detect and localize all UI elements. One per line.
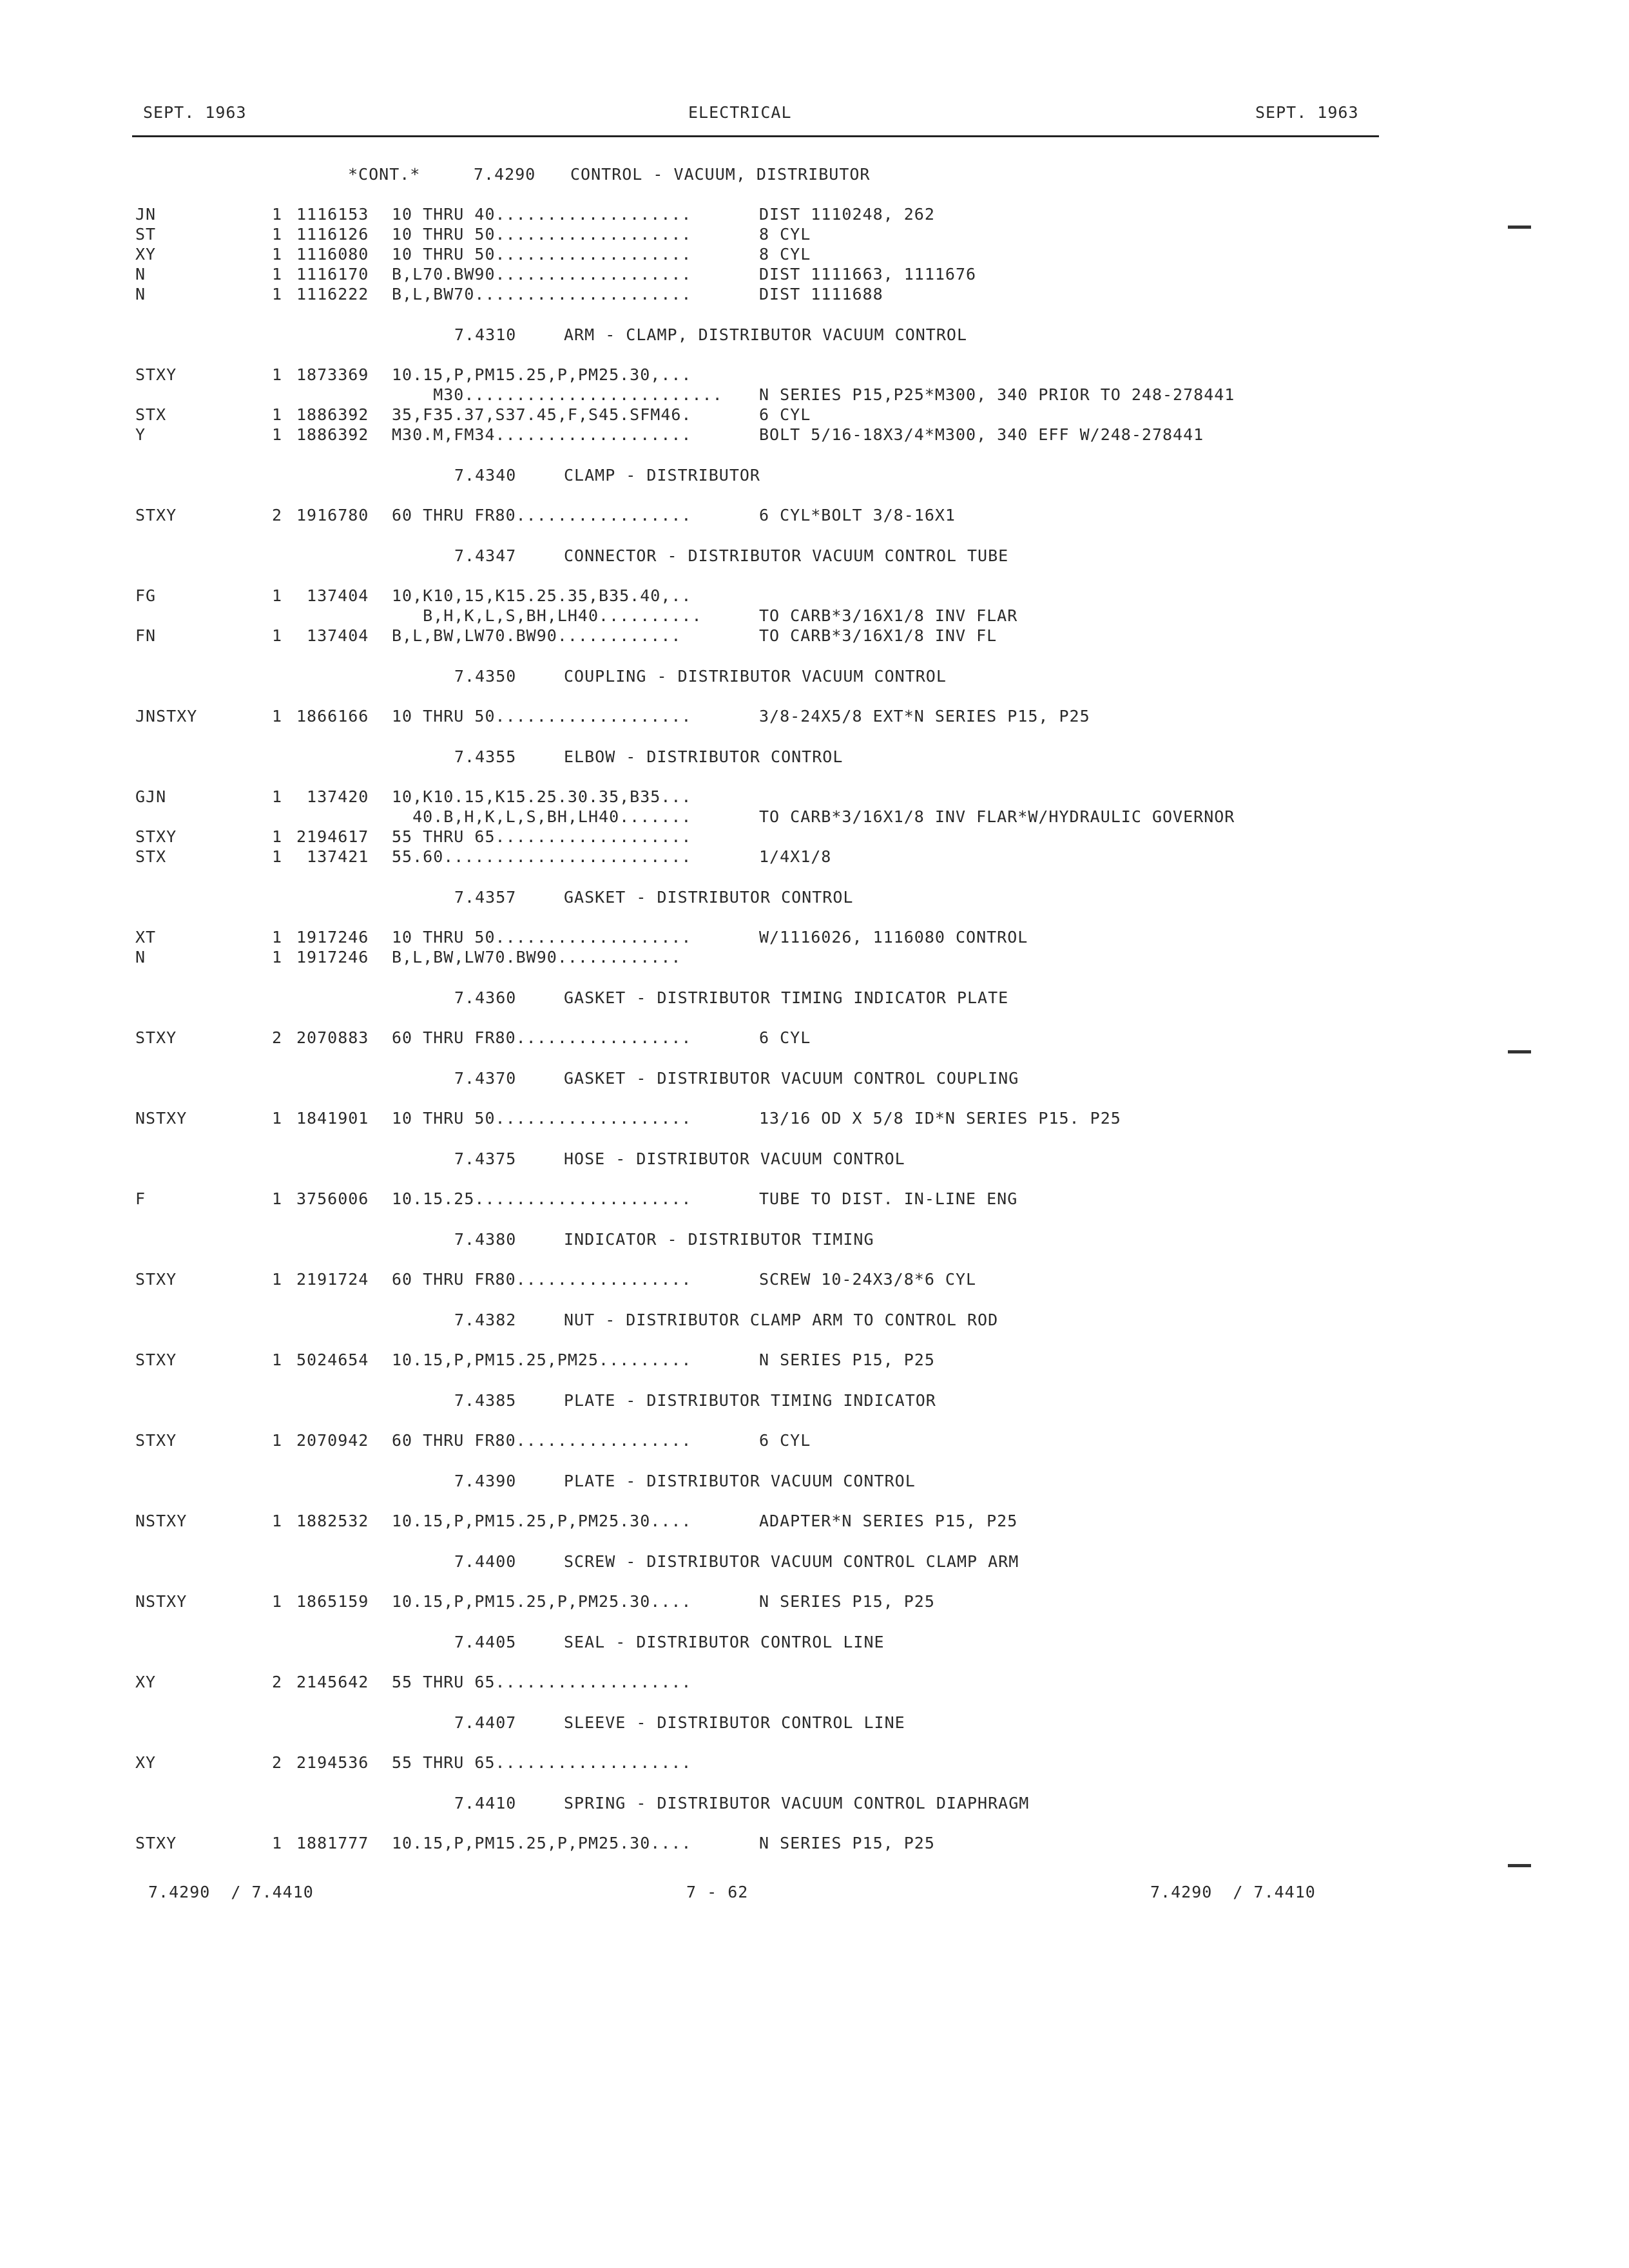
section-title: CLAMP - DISTRIBUTOR <box>564 466 760 485</box>
model-code: FG <box>135 586 157 605</box>
application: 10.15.25..................... <box>392 1189 692 1208</box>
part-number: 1917246 <box>296 928 369 947</box>
remark: 8 CYL <box>759 225 811 244</box>
header-section-title: ELECTRICAL <box>688 103 792 122</box>
quantity: 1 <box>272 265 283 284</box>
application: 55.60........................ <box>392 847 692 866</box>
section-number: 7.4357 <box>454 888 517 907</box>
part-row <box>0 1028 1629 1048</box>
part-row <box>0 1270 1629 1290</box>
remark: 8 CYL <box>759 245 811 264</box>
section-heading <box>0 1311 1629 1350</box>
quantity: 1 <box>272 827 283 846</box>
part-row <box>0 245 1629 265</box>
remark: N SERIES P15,P25*M300, 340 PRIOR TO 248-278441 <box>759 385 1235 404</box>
quantity: 2 <box>272 1753 283 1772</box>
part-row <box>0 1673 1629 1693</box>
remark: 1/4X1/8 <box>759 847 832 866</box>
section-title: INDICATOR - DISTRIBUTOR TIMING <box>564 1230 874 1249</box>
remark: DIST 1111663, 1111676 <box>759 265 977 284</box>
section-number: 7.4350 <box>454 667 517 686</box>
section-heading <box>0 325 1629 365</box>
section-heading <box>0 888 1629 928</box>
quantity: 1 <box>272 245 283 264</box>
application: B,L,BW,LW70.BW90............ <box>392 948 682 966</box>
application: B,L70.BW90................... <box>392 265 692 284</box>
part-row <box>0 1753 1629 1773</box>
header-right-date: SEPT. 1963 <box>1255 103 1359 122</box>
application: 10.15,P,PM15.25,P,PM25.30.... <box>392 1592 692 1611</box>
part-row <box>0 1109 1629 1129</box>
section-heading <box>0 1633 1629 1673</box>
quantity: 1 <box>272 787 283 806</box>
part-row <box>0 1834 1629 1854</box>
quantity: 1 <box>272 928 283 947</box>
section-title: PLATE - DISTRIBUTOR TIMING INDICATOR <box>564 1391 936 1410</box>
application: 60 THRU FR80................. <box>392 506 692 524</box>
part-number: 3756006 <box>296 1189 369 1208</box>
remark: TO CARB*3/16X1/8 INV FLAR <box>759 606 1018 625</box>
remark: TO CARB*3/16X1/8 INV FLAR*W/HYDRAULIC GOVERNOR <box>759 807 1235 826</box>
model-code: XY <box>135 1753 157 1772</box>
application: 10.15,P,PM15.25,PM25......... <box>392 1350 692 1369</box>
part-row <box>0 405 1629 425</box>
part-number: 1916780 <box>296 506 369 524</box>
section-heading <box>0 546 1629 586</box>
part-row <box>0 807 1629 827</box>
application: 10 THRU 50................... <box>392 707 692 726</box>
part-number: 1917246 <box>296 948 369 966</box>
model-code: STX <box>135 405 167 424</box>
section-heading <box>0 1713 1629 1753</box>
remark: DIST 1110248, 262 <box>759 205 935 224</box>
quantity: 1 <box>272 847 283 866</box>
part-row <box>0 827 1629 847</box>
section-number: 7.4405 <box>454 1633 517 1651</box>
model-code: FN <box>135 626 157 645</box>
model-code: NSTXY <box>135 1512 188 1530</box>
remark: 6 CYL <box>759 1028 811 1047</box>
remark: 6 CYL <box>759 1431 811 1450</box>
remark: SCREW 10-24X3/8*6 CYL <box>759 1270 977 1289</box>
model-code: STXY <box>135 506 177 524</box>
margin-mark <box>1508 1864 1531 1867</box>
model-code: STXY <box>135 1431 177 1450</box>
section-number: 7.4385 <box>454 1391 517 1410</box>
part-row <box>0 425 1629 445</box>
part-number: 1881777 <box>296 1834 369 1852</box>
quantity: 1 <box>272 1512 283 1530</box>
model-code: F <box>135 1189 146 1208</box>
margin-mark <box>1508 1050 1531 1053</box>
application: 10.15,P,PM15.25,P,PM25.30,... <box>392 365 692 384</box>
model-code: N <box>135 265 146 284</box>
remark: TUBE TO DIST. IN-LINE ENG <box>759 1189 1018 1208</box>
part-number: 137420 <box>296 787 369 806</box>
part-row <box>0 285 1629 305</box>
part-number: 1116153 <box>296 205 369 224</box>
parts-list <box>0 165 1629 1874</box>
section-number: 7.4407 <box>454 1713 517 1732</box>
part-row <box>0 1431 1629 1451</box>
quantity: 1 <box>272 225 283 244</box>
quantity: 1 <box>272 1270 283 1289</box>
remark: 3/8-24X5/8 EXT*N SERIES P15, P25 <box>759 707 1090 726</box>
part-row <box>0 928 1629 948</box>
part-row <box>0 506 1629 526</box>
header-left-date: SEPT. 1963 <box>143 103 247 122</box>
application: 60 THRU FR80................. <box>392 1431 692 1450</box>
section-heading <box>0 1230 1629 1270</box>
model-code: STXY <box>135 1834 177 1852</box>
model-code: STXY <box>135 1270 177 1289</box>
application: 10,K10,15,K15.25.35,B35.40,.. <box>392 586 692 605</box>
part-number: 1866166 <box>296 707 369 726</box>
application: 10 THRU 40................... <box>392 205 692 224</box>
section-title: ELBOW - DISTRIBUTOR CONTROL <box>564 747 843 766</box>
part-number: 137404 <box>296 626 369 645</box>
application: 40.B,H,K,L,S,BH,LH40....... <box>392 807 692 826</box>
section-title: GASKET - DISTRIBUTOR TIMING INDICATOR PLATE <box>564 988 1009 1007</box>
part-row <box>0 606 1629 626</box>
section-heading <box>0 1391 1629 1431</box>
model-code: XY <box>135 1673 157 1691</box>
part-number: 1882532 <box>296 1512 369 1530</box>
section-heading <box>0 1472 1629 1512</box>
part-row <box>0 586 1629 606</box>
application: 10 THRU 50................... <box>392 225 692 244</box>
footer-left-range: 7.4290 / 7.4410 <box>148 1883 314 1901</box>
application: 10.15,P,PM15.25,P,PM25.30.... <box>392 1512 692 1530</box>
section-title: NUT - DISTRIBUTOR CLAMP ARM TO CONTROL ROD <box>564 1311 999 1329</box>
quantity: 1 <box>272 948 283 966</box>
section-title: GASKET - DISTRIBUTOR VACUUM CONTROL COUPLING <box>564 1069 1019 1088</box>
section-number: 7.4340 <box>454 466 517 485</box>
section-title: GASKET - DISTRIBUTOR CONTROL <box>564 888 854 907</box>
part-row <box>0 787 1629 807</box>
application: 10 THRU 50................... <box>392 928 692 947</box>
remark: 13/16 OD X 5/8 ID*N SERIES P15. P25 <box>759 1109 1121 1128</box>
section-number: 7.4390 <box>454 1472 517 1490</box>
section-heading <box>0 466 1629 506</box>
quantity: 1 <box>272 1834 283 1852</box>
application: 55 THRU 65................... <box>392 1673 692 1691</box>
quantity: 1 <box>272 1350 283 1369</box>
part-row <box>0 847 1629 867</box>
part-number: 2194617 <box>296 827 369 846</box>
part-row <box>0 365 1629 385</box>
quantity: 1 <box>272 1592 283 1611</box>
part-row <box>0 1512 1629 1532</box>
section-heading <box>0 1069 1629 1109</box>
application: B,L,BW,LW70.BW90............ <box>392 626 682 645</box>
part-number: 1841901 <box>296 1109 369 1128</box>
quantity: 1 <box>272 405 283 424</box>
model-code: N <box>135 285 146 303</box>
section-title: CONTROL - VACUUM, DISTRIBUTOR <box>570 165 871 184</box>
section-title: SEAL - DISTRIBUTOR CONTROL LINE <box>564 1633 885 1651</box>
section-heading <box>0 165 1629 205</box>
model-code: NSTXY <box>135 1592 188 1611</box>
part-row <box>0 385 1629 405</box>
application: 10,K10.15,K15.25.30.35,B35... <box>392 787 692 806</box>
remark: BOLT 5/16-18X3/4*M300, 340 EFF W/248-278441 <box>759 425 1204 444</box>
model-code: JNSTXY <box>135 707 198 726</box>
quantity: 1 <box>272 707 283 726</box>
remark: 6 CYL*BOLT 3/8-16X1 <box>759 506 956 524</box>
part-number: 2070883 <box>296 1028 369 1047</box>
part-number: 1865159 <box>296 1592 369 1611</box>
part-row <box>0 225 1629 245</box>
quantity: 1 <box>272 425 283 444</box>
quantity: 1 <box>272 205 283 224</box>
section-number: 7.4400 <box>454 1552 517 1571</box>
part-number: 2194536 <box>296 1753 369 1772</box>
part-row <box>0 707 1629 727</box>
remark: N SERIES P15, P25 <box>759 1592 935 1611</box>
section-title: HOSE - DISTRIBUTOR VACUUM CONTROL <box>564 1149 905 1168</box>
remark: N SERIES P15, P25 <box>759 1834 935 1852</box>
part-row <box>0 205 1629 225</box>
section-heading <box>0 1149 1629 1189</box>
section-number: 7.4310 <box>454 325 517 344</box>
part-number: 1886392 <box>296 405 369 424</box>
model-code: N <box>135 948 146 966</box>
model-code: STXY <box>135 1028 177 1047</box>
part-number: 5024654 <box>296 1350 369 1369</box>
section-title: SCREW - DISTRIBUTOR VACUUM CONTROL CLAMP ARM <box>564 1552 1019 1571</box>
section-number: 7.4382 <box>454 1311 517 1329</box>
part-number: 1116080 <box>296 245 369 264</box>
section-heading <box>0 1552 1629 1592</box>
part-row <box>0 626 1629 646</box>
model-code: STXY <box>135 1350 177 1369</box>
part-row <box>0 948 1629 968</box>
quantity: 1 <box>272 586 283 605</box>
part-row <box>0 1350 1629 1370</box>
footer-page-number: 7 - 62 <box>686 1883 749 1901</box>
section-title: COUPLING - DISTRIBUTOR VACUUM CONTROL <box>564 667 947 686</box>
quantity: 2 <box>272 1028 283 1047</box>
part-number: 2070942 <box>296 1431 369 1450</box>
section-title: PLATE - DISTRIBUTOR VACUUM CONTROL <box>564 1472 916 1490</box>
section-number: 7.4360 <box>454 988 517 1007</box>
remark: TO CARB*3/16X1/8 INV FL <box>759 626 998 645</box>
part-number: 137404 <box>296 586 369 605</box>
model-code: JN <box>135 205 157 224</box>
model-code: GJN <box>135 787 167 806</box>
quantity: 1 <box>272 365 283 384</box>
model-code: STX <box>135 847 167 866</box>
part-row <box>0 1189 1629 1209</box>
remark: 6 CYL <box>759 405 811 424</box>
section-number: 7.4290 <box>474 165 536 184</box>
quantity: 2 <box>272 506 283 524</box>
quantity: 1 <box>272 1431 283 1450</box>
application: 60 THRU FR80................. <box>392 1028 692 1047</box>
section-number: 7.4347 <box>454 546 517 565</box>
footer-right-range: 7.4290 / 7.4410 <box>1150 1883 1316 1901</box>
application: 55 THRU 65................... <box>392 827 692 846</box>
part-number: 2145642 <box>296 1673 369 1691</box>
section-heading <box>0 747 1629 787</box>
section-title: SLEEVE - DISTRIBUTOR CONTROL LINE <box>564 1713 905 1732</box>
application: M30.M,FM34................... <box>392 425 692 444</box>
application: B,H,K,L,S,BH,LH40.......... <box>392 606 702 625</box>
remark: W/1116026, 1116080 CONTROL <box>759 928 1028 947</box>
section-number: 7.4375 <box>454 1149 517 1168</box>
application: B,L,BW70..................... <box>392 285 692 303</box>
part-row <box>0 1592 1629 1612</box>
section-title: SPRING - DISTRIBUTOR VACUUM CONTROL DIAPHRAGM <box>564 1794 1030 1812</box>
model-code: STXY <box>135 827 177 846</box>
model-code: ST <box>135 225 157 244</box>
part-number: 2191724 <box>296 1270 369 1289</box>
part-number: 137421 <box>296 847 369 866</box>
model-code: XY <box>135 245 157 264</box>
part-number: 1116170 <box>296 265 369 284</box>
section-title: ARM - CLAMP, DISTRIBUTOR VACUUM CONTROL <box>564 325 967 344</box>
part-row <box>0 265 1629 285</box>
application: 10.15,P,PM15.25,P,PM25.30.... <box>392 1834 692 1852</box>
application: 60 THRU FR80................. <box>392 1270 692 1289</box>
section-heading <box>0 1794 1629 1834</box>
continued-marker: *CONT.* <box>348 165 421 184</box>
model-code: Y <box>135 425 146 444</box>
section-heading <box>0 988 1629 1028</box>
quantity: 1 <box>272 285 283 303</box>
margin-mark <box>1508 226 1531 229</box>
part-number: 1886392 <box>296 425 369 444</box>
section-number: 7.4370 <box>454 1069 517 1088</box>
part-number: 1116126 <box>296 225 369 244</box>
application: 55 THRU 65................... <box>392 1753 692 1772</box>
section-number: 7.4355 <box>454 747 517 766</box>
section-title: CONNECTOR - DISTRIBUTOR VACUUM CONTROL TUBE <box>564 546 1009 565</box>
remark: DIST 1111688 <box>759 285 883 303</box>
application: 10 THRU 50................... <box>392 245 692 264</box>
application: 35,F35.37,S37.45,F,S45.SFM46. <box>392 405 692 424</box>
quantity: 1 <box>272 1109 283 1128</box>
model-code: NSTXY <box>135 1109 188 1128</box>
model-code: XT <box>135 928 157 947</box>
application: M30......................... <box>392 385 723 404</box>
remark: ADAPTER*N SERIES P15, P25 <box>759 1512 1018 1530</box>
header-rule <box>132 135 1379 137</box>
quantity: 1 <box>272 626 283 645</box>
quantity: 2 <box>272 1673 283 1691</box>
section-heading <box>0 667 1629 707</box>
section-number: 7.4380 <box>454 1230 517 1249</box>
remark: N SERIES P15, P25 <box>759 1350 935 1369</box>
part-number: 1873369 <box>296 365 369 384</box>
quantity: 1 <box>272 1189 283 1208</box>
model-code: STXY <box>135 365 177 384</box>
part-number: 1116222 <box>296 285 369 303</box>
application: 10 THRU 50................... <box>392 1109 692 1128</box>
section-number: 7.4410 <box>454 1794 517 1812</box>
